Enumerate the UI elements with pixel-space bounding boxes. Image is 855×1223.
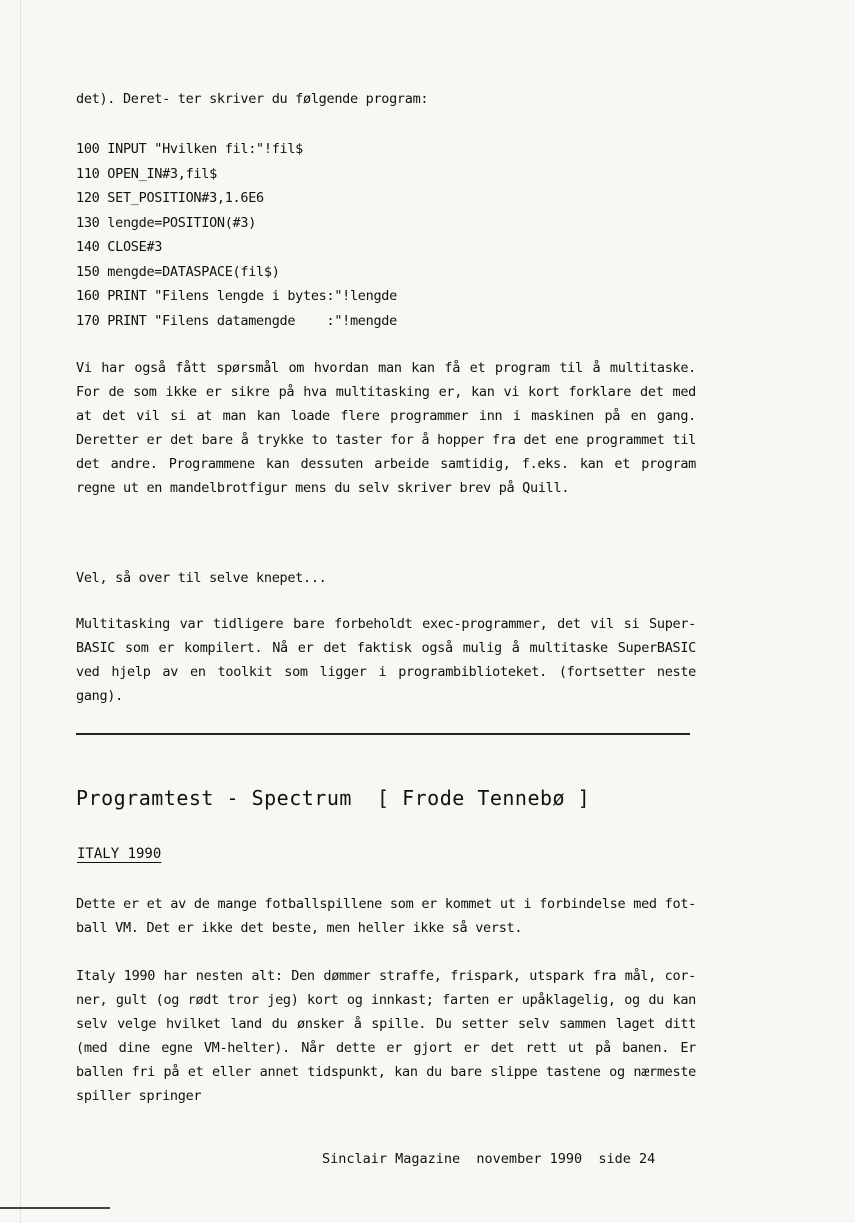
scan-edge-mark	[0, 1207, 110, 1209]
intro-line: det). Deret- ter skriver du følgende program:	[76, 91, 429, 107]
paragraph-text: Italy 1990 har nesten alt: Den dømmer straffe, frispark, utspark fra mål, cor- ner, gult (og rødt tror jeg) kort og innkast; farten er upåklagelig, og du kan selv velge hvilket land du ønsker å spille. Du setter selv sammen laget ditt (med dine egne VM-helter). Når dette er gjort er det rett ut på banen. Er ballen fri på et eller annet tidspunkt, kan du bare slippe tastene og nærmeste spiller springer	[76, 968, 704, 1104]
code-line: 110 OPEN_IN#3,fil$	[76, 165, 217, 182]
article-paragraph-1	[76, 892, 704, 940]
code-line: 160 PRINT "Filens lengde i bytes:"!lengde	[76, 288, 397, 304]
code-line: 170 PRINT "Filens datamengde :"!mengde	[76, 312, 397, 329]
section-divider	[76, 733, 690, 735]
page-footer: Sinclair Magazine november 1990 side 24	[322, 1151, 656, 1167]
transition-paragraph	[76, 566, 696, 590]
code-line: 120 SET_POSITION#3,1.6E6	[76, 190, 264, 206]
paragraph-text: Multitasking var tidligere bare forbeholdt exec-programmer, det vil si Super- BASIC som er kompilert. Nå er det faktisk også mulig å multitaske SuperBASIC ved hjelp av en toolkit som ligger i programbiblioteket. (fortsetter neste gang).	[76, 616, 704, 704]
article-paragraph-2	[76, 964, 704, 1108]
article-subheading: ITALY 1990	[77, 846, 162, 862]
multitask-paragraph	[76, 356, 704, 500]
paragraph-text: Vi har også fått spørsmål om hvordan man kan få et program til å multitaske. For de som ikke er sikre på hva multitasking er, kan vi kort forklare det med at det vil si at man kan loade flere programmer inn i maskinen på en gang. Deretter er det bare å trykke to taster for å hopper fra det ene programmet til det andre. Programmene kan dessuten arbeide samtidig, f.eks. kan et program regne ut en mandelbrotfigur mens du selv skriver brev på Quill.	[76, 360, 704, 496]
code-line: 140 CLOSE#3	[76, 239, 163, 255]
code-listing	[76, 137, 696, 333]
article-heading: Programtest - Spectrum [ Frode Tennebø ]	[76, 786, 591, 810]
intro-text	[76, 87, 696, 111]
paragraph-text: Vel, så over til selve knepet...	[76, 570, 327, 586]
page-edge	[20, 0, 21, 1223]
paragraph-text: Dette er et av de mange fotballspillene som er kommet ut i forbindelse med fot- ball VM. Det er ikke det beste, men heller ikke så verst.	[76, 896, 704, 936]
multitask-detail-paragraph	[76, 612, 704, 708]
code-line: 100 INPUT "Hvilken fil:"!fil$	[76, 141, 304, 157]
code-line: 130 lengde=POSITION(#3)	[76, 214, 257, 231]
code-line: 150 mengde=DATASPACE(fil$)	[76, 263, 280, 280]
